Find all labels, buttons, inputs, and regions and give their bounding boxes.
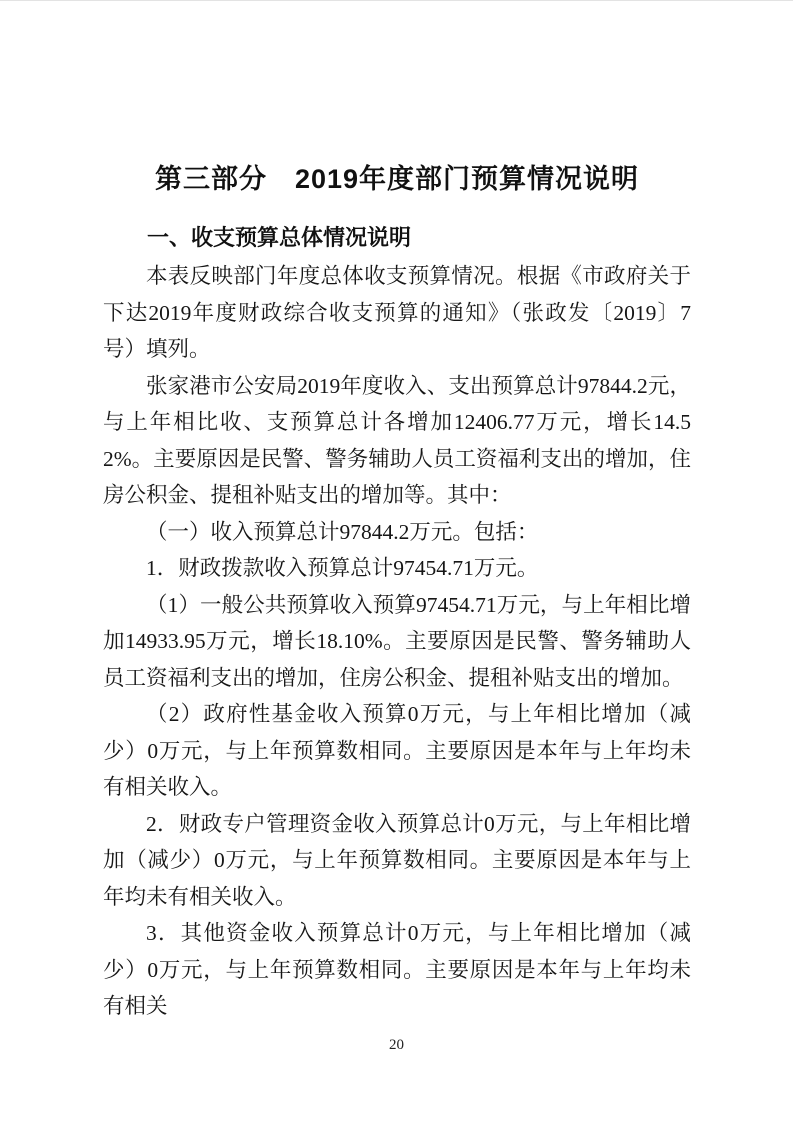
paragraph: （一）收入预算总计97844.2万元。包括：: [146, 519, 539, 544]
page-number: 20: [389, 1037, 404, 1053]
paragraph: 2．财政专户管理资金收入预算总计0万元，与上年相比增加（减少）0万元，与上年预算数相同。主要原因是本年与上年均未有相关收入。: [103, 811, 691, 909]
content-area: [103, 1, 691, 1025]
paragraph: （1）一般公共预算收入预算97454.71万元，与上年相比增加14933.95万元，增长18.10%。主要原因是民警、警务辅助人员工资福利支出的增加，住房公积金、提租补贴支出的增加。: [103, 592, 691, 690]
paragraph: 3．其他资金收入预算总计0万元，与上年相比增加（减少）0万元，与上年预算数相同。主要原因是本年与上年均未有相关: [103, 921, 691, 1018]
paragraph: 本表反映部门年度总体收支预算情况。根据《市政府关于下达2019年度财政综合收支预算的通知》（张政发〔2019〕7号）填列。: [103, 264, 691, 361]
paragraph: 张家港市公安局2019年度收入、支出预算总计97844.2元，与上年相比收、支预算总计各增加12406.77万元，增长14.52%。主要原因是民警、警务辅助人员工资福利支出的增加，住房公积金、提租补贴支出的增加等。其中：: [103, 373, 691, 507]
paragraph: （2）政府性基金收入预算0万元，与上年相比增加（减少）0万元，与上年预算数相同。主要原因是本年与上年均未有相关收入。: [103, 702, 691, 799]
body-text: [103, 258, 691, 1025]
document-title: 第三部分 2019年度部门预算情况说明: [154, 164, 640, 194]
paragraph: 1．财政拨款收入预算总计97454.71万元。: [146, 556, 539, 580]
section-heading: 一、收支预算总体情况说明: [147, 225, 412, 250]
